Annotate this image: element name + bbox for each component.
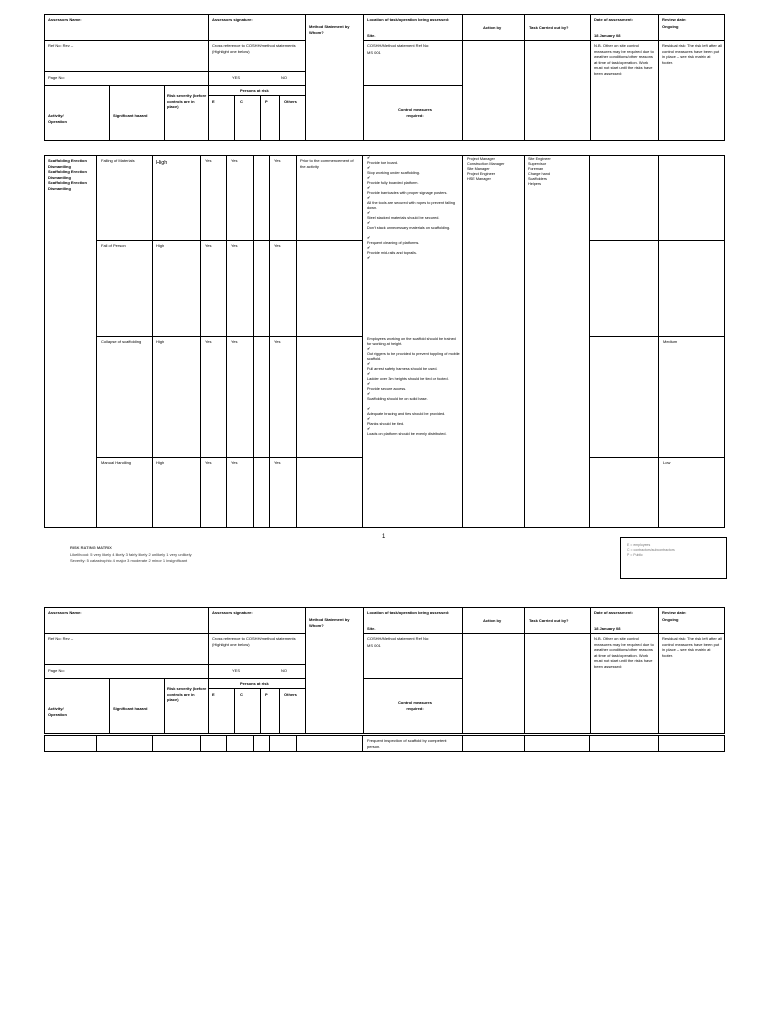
residual-risk-note: Residual risk: The risk left after all control measures have been put in place – see risk matrix at footer. — [662, 43, 722, 65]
tick-icon: ✔ — [367, 407, 371, 411]
control-measure: Steel stacked materials should be secured. — [367, 216, 440, 220]
page-marker: 1 — [382, 534, 386, 540]
legend-item: E = employees — [627, 543, 651, 547]
assessors-signature-label: Assessors signature: — [212, 17, 253, 22]
tick-icon: ✔ — [367, 196, 371, 200]
cross-reference-label: Cross reference to COSHH/method statements (Highlight one below) — [212, 43, 296, 54]
persons-e-cell: Yes — [205, 158, 212, 163]
risk-cell: High — [156, 460, 165, 465]
persons-c-cell: Yes — [231, 339, 238, 344]
coshh-ref-label: COSHH/Method statement Ref No: — [367, 43, 430, 48]
risk-severity-label: Risk severity (before controls are in place) — [167, 93, 207, 109]
risk-cell: High — [156, 243, 165, 248]
review-value: Ongoing — [662, 617, 679, 622]
divider — [658, 735, 659, 752]
divider — [589, 735, 590, 752]
divider — [296, 735, 297, 752]
date-of-assessment-label: Date of assessment: — [594, 610, 633, 615]
nb-note: N.B. Other on site control measures may be required due to weather conditions/other reasons at time of task/operation. Work must not start until the risks have been assessed: — [594, 43, 654, 76]
control-measure: Stop working under scaffolding. — [367, 171, 420, 175]
divider — [524, 735, 525, 752]
activity-label: Activity/ Operation — [48, 113, 67, 124]
hazard-cell: Manual Handling — [101, 460, 132, 465]
tick-icon: ✔ — [367, 372, 371, 376]
residual-cell: Low — [663, 460, 671, 465]
divider — [253, 735, 254, 752]
hazard-cell: Falling of Materials — [101, 158, 135, 163]
divider — [226, 735, 227, 752]
control-measure: Ladder over 3m heights should be tied or footed. — [367, 377, 449, 381]
tick-icon: ✔ — [367, 427, 371, 431]
persons-e-cell: Yes — [205, 339, 212, 344]
risk-cell: High — [156, 339, 165, 344]
no-option: NO — [281, 668, 287, 673]
persons-others-cell: Yes — [274, 243, 281, 248]
coshh-ref-value: MS 001 — [367, 643, 381, 648]
date-value: 18 January 08 — [594, 626, 621, 631]
list-item: Charge hand — [528, 172, 550, 176]
control-measure: Provide secure access. — [367, 387, 407, 391]
control-measure: Full arrest safety harness should be used. — [367, 367, 438, 371]
persons-at-risk-label: Persons at risk — [240, 88, 269, 93]
ref-no-label: Ref No: Rev – — [48, 636, 74, 641]
control-measure: Frequent inspection of scaffold by competent person. — [367, 738, 447, 749]
page-no-label: Page No: — [48, 75, 65, 80]
col-others: Others — [284, 99, 297, 104]
tick-icon: ✔ — [367, 156, 371, 160]
significant-hazard-label: Significant hazard — [113, 113, 148, 118]
control-measure: Loads on platform should be evenly distributed. — [367, 432, 447, 436]
residual-risk-note: Residual risk: The risk left after all control measures have been put in place – see risk matrix at footer. — [662, 636, 722, 658]
hazard-cell: Fall of Person — [101, 243, 126, 248]
list-item: Supervisor — [528, 162, 547, 166]
coshh-ref-label: COSHH/Method statement Ref No: — [367, 636, 430, 641]
divider — [152, 735, 153, 752]
yes-option: YES — [232, 75, 241, 80]
tick-icon: ✔ — [367, 166, 371, 170]
col-e: E — [212, 692, 215, 697]
control-measure: Planks should be tied. — [367, 422, 405, 426]
tick-icon: ✔ — [367, 246, 371, 250]
control-measure: Don't stack unnecessary materials on scaffolding. — [367, 226, 451, 230]
tick-icon: ✔ — [367, 211, 371, 215]
control-measure: Provide toe board. — [367, 161, 399, 165]
persons-e-cell: Yes — [205, 460, 212, 465]
method-statement-label: Method Statement by Whom? — [309, 24, 350, 35]
task-carried-out-label: Task Carried out by? — [529, 618, 569, 623]
persons-at-risk-label: Persons at risk — [240, 681, 269, 686]
review-value: Ongoing — [662, 24, 679, 29]
control-measure: Provide fully boarded platform. — [367, 181, 419, 185]
when-cell: Prior to the commencement of the activity — [300, 158, 354, 169]
yes-option: YES — [232, 668, 241, 673]
control-measures-label: Control measures required: — [397, 107, 432, 118]
assessors-name-label: Assessors Name: — [48, 610, 82, 615]
action-by-label: Action by — [483, 25, 502, 30]
tick-icon: ✔ — [367, 417, 371, 421]
tick-icon: ✔ — [367, 236, 371, 240]
divider — [200, 735, 201, 752]
activity-label: Activity/ Operation — [48, 706, 67, 717]
list-item: Site Engineer — [528, 157, 551, 161]
nb-note: N.B. Other on site control measures may be required due to weather conditions/other reasons at time of task/operation. Work must not start until the risks have been assessed: — [594, 636, 654, 669]
list-item: Construction Manager — [467, 162, 505, 166]
significant-hazard-label: Significant hazard — [113, 706, 148, 711]
activity-line: Dismantling — [48, 185, 71, 191]
review-date-label: Review date: — [662, 610, 687, 615]
location-site: Site. — [367, 626, 376, 631]
col-others: Others — [284, 692, 297, 697]
persons-e-cell: Yes — [205, 243, 212, 248]
persons-others-cell: Yes — [274, 339, 281, 344]
cross-reference-label: Cross reference to COSHH/method statements (Highlight one below) — [212, 636, 296, 647]
activity-line: Scaffolding Erection — [48, 180, 87, 185]
matrix-severity: Severity: 5 catastrophic 4 major 3 moderate 2 minor 1 insignificant — [70, 558, 188, 563]
risk-cell: High — [156, 160, 168, 166]
coshh-ref-value: MS 001 — [367, 50, 381, 55]
legend-item: P = Public — [627, 553, 643, 557]
ref-no-label: Ref No: Rev – — [48, 43, 74, 48]
risk-severity-label: Risk severity (before controls are in place) — [167, 686, 207, 702]
location-label: Location of task/operation being assessed: — [367, 610, 450, 615]
residual-cell: Medium — [663, 339, 678, 344]
activity-line: Dismantling — [48, 163, 71, 169]
tick-icon: ✔ — [367, 347, 371, 351]
col-p: P — [265, 692, 268, 697]
activity-line: Scaffolding Erection — [48, 169, 87, 174]
persons-c-cell: Yes — [231, 243, 238, 248]
tick-icon: ✔ — [367, 382, 371, 386]
divider — [269, 735, 270, 752]
review-date-label: Review date: — [662, 17, 687, 22]
control-measure: Scaffolding should be on solid base. — [367, 397, 428, 401]
col-c: C — [240, 692, 243, 697]
col-p: P — [265, 99, 268, 104]
control-measure: Adequate bracing and ties should be provided. — [367, 412, 446, 416]
control-measure: Frequent cleaning of platforms. — [367, 241, 420, 245]
matrix-title: RISK RATING MATRIX — [70, 545, 112, 550]
tick-icon: ✔ — [367, 186, 371, 190]
col-c: C — [240, 99, 243, 104]
list-item: HSE Manager — [467, 177, 491, 181]
list-item: Scaffolders — [528, 177, 547, 181]
tick-icon: ✔ — [367, 221, 371, 225]
control-measure: Provide mid-rails and toprails. — [367, 251, 418, 255]
date-value: 18 January 08 — [594, 33, 621, 38]
control-measure: Out riggers to be provided to prevent toppling of mobile scaffold. — [367, 352, 460, 361]
persons-others-cell: Yes — [274, 158, 281, 163]
tick-icon: ✔ — [367, 256, 371, 260]
tick-icon: ✔ — [367, 362, 371, 366]
list-item: Project Engineer — [467, 172, 496, 176]
control-measures-label: Control measures required: — [397, 700, 432, 711]
location-label: Location of task/operation being assessed: — [367, 17, 450, 22]
persons-others-cell: Yes — [274, 460, 281, 465]
list-item: Helpers — [528, 182, 542, 186]
divider — [362, 735, 363, 752]
control-measure: Provide barricades with proper signage posters. — [367, 191, 448, 195]
control-measure: Employees working on the scaffold should be trained for working at height. — [367, 337, 456, 346]
assessors-name-label: Assessors Name: — [48, 17, 82, 22]
divider — [462, 735, 463, 752]
date-of-assessment-label: Date of assessment: — [594, 17, 633, 22]
list-item: Foreman — [528, 167, 544, 171]
col-e: E — [212, 99, 215, 104]
list-item: Site Manager — [467, 167, 490, 171]
persons-c-cell: Yes — [231, 158, 238, 163]
activity-line: Scaffolding Erection — [48, 158, 87, 163]
tick-icon: ✔ — [367, 392, 371, 396]
divider — [96, 735, 97, 752]
task-carried-out-label: Task Carried out by? — [529, 25, 569, 30]
method-statement-label: Method Statement by Whom? — [309, 617, 350, 628]
location-site: Site. — [367, 33, 376, 38]
control-measure: All the tools are secured with ropes to prevent falling down. — [367, 201, 456, 210]
tick-icon: ✔ — [367, 176, 371, 180]
hazard-cell: Collapse of scaffolding — [101, 339, 142, 344]
list-item: Project Manager — [467, 157, 495, 161]
action-by-label: Action by — [483, 618, 502, 623]
persons-c-cell: Yes — [231, 460, 238, 465]
assessors-signature-label: Assessors signature: — [212, 610, 253, 615]
matrix-likelihood: Likelihood: 5 very likely 4 likely 3 fairly likely 2 unlikely 1 very unlikely — [70, 551, 192, 557]
page-no-label: Page No: — [48, 668, 65, 673]
activity-line: Dismantling — [48, 174, 71, 180]
legend-item: C = contractors/subcontractors — [627, 548, 675, 552]
no-option: NO — [281, 75, 287, 80]
